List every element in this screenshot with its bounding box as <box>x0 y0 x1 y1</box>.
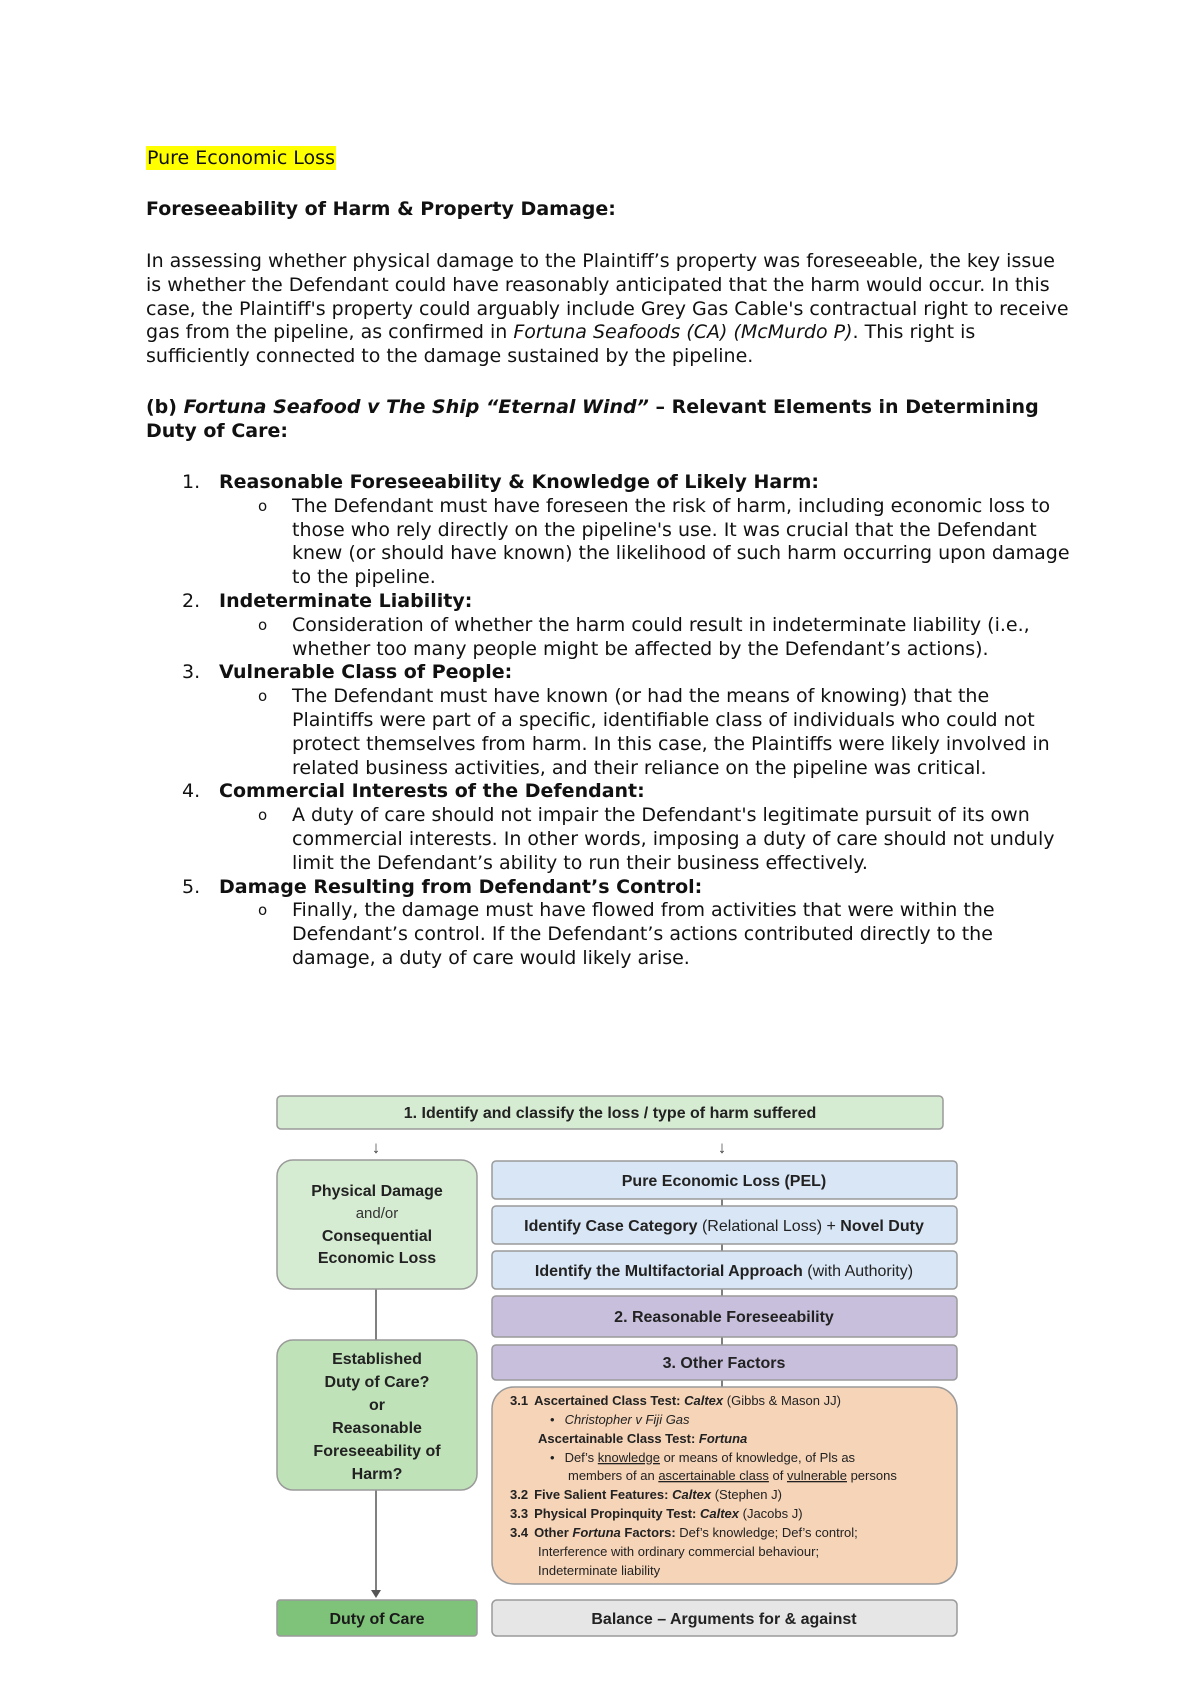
factor-line-6 <box>510 1487 782 1502</box>
factor-bold: Physical Propinquity Test: <box>534 1506 700 1521</box>
multifactorial-label <box>535 1263 913 1280</box>
factor-bold: Ascertained Class Test: <box>534 1393 685 1408</box>
item-heading: Indeterminate Liability: <box>219 589 473 612</box>
item-text: The Defendant must have known (or had the means of knowing) that the Plaintiffs were part of a specific, identifiable class of individuals who could not protect themselves from harm. In this case, the Plaintiffs were likely involved in related business activities, and their reliance on the pipeline was critical. <box>292 685 1050 779</box>
physical-damage-box <box>277 1160 477 1289</box>
factor-num: 3.4 <box>510 1525 529 1540</box>
physical-line-2: and/or <box>355 1205 399 1222</box>
case-category-a: Identify Case Category <box>524 1218 698 1235</box>
bullet-icon: • <box>550 1450 555 1465</box>
factor-bold: Five Salient Features: <box>534 1487 673 1502</box>
physical-line-1: Physical Damage <box>311 1183 443 1200</box>
established-line-3: or <box>369 1397 385 1414</box>
factor-rest: (Jacobs J) <box>739 1506 803 1521</box>
factor-line-7 <box>510 1506 803 1521</box>
factor-case: Fortuna <box>572 1525 621 1540</box>
factor-case: Caltex <box>672 1487 712 1502</box>
factor-num: 3.3 <box>510 1506 529 1521</box>
factor-rest: (Stephen J) <box>711 1487 782 1502</box>
factor-line-2 <box>550 1412 690 1427</box>
item-number: 2. <box>182 589 201 612</box>
factor-line-5 <box>568 1468 897 1483</box>
section-heading: Foreseeability of Harm & Property Damage: <box>146 198 616 220</box>
factor-line-1 <box>510 1393 841 1408</box>
item-number: 3. <box>182 661 201 684</box>
item-text: Consideration of whether the harm could result in indeterminate liability (i.e., whether too many people might be affected by the Defendant’s actions). <box>292 613 1030 660</box>
intro-text-2: . This right is sufficiently connected to the damage sustained by the pipeline. <box>146 321 976 368</box>
multifactorial-b: (with Authority) <box>802 1263 914 1280</box>
item-heading: Damage Resulting from Defendant’s Control: <box>219 875 703 898</box>
item-text: A duty of care should not impair the Defendant's legitimate pursuit of its own commercial interests. In other words, imposing a duty of care should not unduly limit the Defendant’s ability to run their business effectively. <box>292 804 1055 874</box>
established-line-2: Duty of Care? <box>324 1374 430 1391</box>
item-number: 1. <box>182 471 201 493</box>
subheading-suffix: – Relevant Elements in Determining Duty of Care: <box>146 396 1039 442</box>
factor-underline: knowledge <box>597 1450 660 1465</box>
duty-of-care-label: Duty of Care <box>329 1611 425 1628</box>
pel-label: Pure Economic Loss (PEL) <box>621 1173 827 1190</box>
multifactorial-a: Identify the Multifactorial Approach <box>534 1263 803 1280</box>
factor-text: Def’s <box>564 1450 598 1465</box>
subheading-case-name: Fortuna Seafood v The Ship “Eternal Wind” <box>183 396 649 418</box>
factor-rest: (Gibbs & Mason JJ) <box>723 1393 841 1408</box>
factor-bold: Other <box>534 1525 573 1540</box>
factor-text: persons <box>846 1468 897 1483</box>
factor-text: members of an <box>568 1468 659 1483</box>
factor-case: Fortuna <box>698 1431 748 1446</box>
established-line-4: Reasonable <box>332 1420 422 1437</box>
factor-underline: ascertainable class <box>658 1468 769 1483</box>
down-arrow-icon: ↓ <box>717 1138 727 1157</box>
down-arrow-icon: ↓ <box>371 1138 381 1157</box>
factor-line-10: Indeterminate liability <box>538 1563 661 1578</box>
factor-text: of <box>768 1468 787 1483</box>
physical-line-3: Consequential <box>321 1228 433 1245</box>
case-category-label <box>524 1218 924 1235</box>
established-line-6: Harm? <box>351 1466 403 1483</box>
established-line-5: Foreseeability of <box>313 1443 441 1460</box>
case-category-b: (Relational Loss) + <box>697 1218 841 1235</box>
factor-line-8 <box>510 1525 858 1540</box>
case-category-c: Novel Duty <box>840 1218 924 1235</box>
item-text: The Defendant must have foreseen the risk of harm, including economic loss to those who rely directly on the pipeline's use. It was crucial that the Defendant knew (or should have known) the likelihood of such harm occurring upon damage to the pipeline. <box>292 494 1070 589</box>
subheading-prefix: (b) <box>146 396 184 418</box>
step3-label: 3. Other Factors <box>662 1355 786 1372</box>
item-number: 5. <box>182 875 201 898</box>
arrow-head-icon <box>371 1590 381 1598</box>
factor-line-3 <box>538 1431 747 1446</box>
factor-underline: vulnerable <box>786 1468 847 1483</box>
factor-bold: Factors: <box>620 1525 680 1540</box>
factor-line-4 <box>550 1450 856 1465</box>
document-title: Pure Economic Loss <box>147 147 335 169</box>
factor-bold: Ascertainable Class Test: <box>538 1431 699 1446</box>
step2-label: 2. Reasonable Foreseeability <box>614 1309 834 1326</box>
factor-case: Christopher v Fiji Gas <box>564 1412 690 1427</box>
bullet-icon: • <box>550 1412 555 1427</box>
factor-case: Caltex <box>699 1506 740 1521</box>
case-reference: Fortuna Seafoods (CA) (McMurdo P) <box>513 321 853 344</box>
intro-text-1: In assessing whether physical damage to the Plaintiff’s property was foreseeable, the key issue is whether the Defendant could have reasonably anticipated that the harm would occur. In this case, the Plaintiff's property could arguably include Grey Gas Cable's contractual right to receive gas from the pipeline, as confirmed in <box>146 250 1069 344</box>
established-line-1: Established <box>332 1351 422 1368</box>
bullet-icon: o <box>258 496 268 515</box>
bullet-icon: o <box>258 687 268 706</box>
factor-num: 3.2 <box>510 1487 529 1502</box>
bullet-icon: o <box>258 615 268 634</box>
physical-line-4: Economic Loss <box>317 1250 437 1267</box>
factor-num: 3.1 <box>510 1393 529 1408</box>
factor-line-9: Interference with ordinary commercial behaviour; <box>538 1544 820 1559</box>
factor-rest: Def’s knowledge; Def’s control; <box>679 1525 858 1540</box>
bullet-icon: o <box>258 806 268 825</box>
step1-label: 1. Identify and classify the loss / type of harm suffered <box>403 1105 817 1122</box>
item-heading: Commercial Interests of the Defendant: <box>219 780 645 803</box>
item-text: Finally, the damage must have flowed from activities that were within the Defendant’s control. If the Defendant’s actions contributed directly to the damage, a duty of care would likely arise. <box>292 899 995 969</box>
factor-text: or means of knowledge, of Pls as <box>659 1450 856 1465</box>
factor-case: Caltex <box>684 1393 724 1408</box>
bullet-icon: o <box>258 901 268 920</box>
item-heading: Vulnerable Class of People: <box>219 661 513 684</box>
item-heading: Reasonable Foreseeability & Knowledge of Likely Harm: <box>219 471 820 493</box>
balance-label: Balance – Arguments for & against <box>591 1611 857 1628</box>
item-number: 4. <box>182 780 201 803</box>
